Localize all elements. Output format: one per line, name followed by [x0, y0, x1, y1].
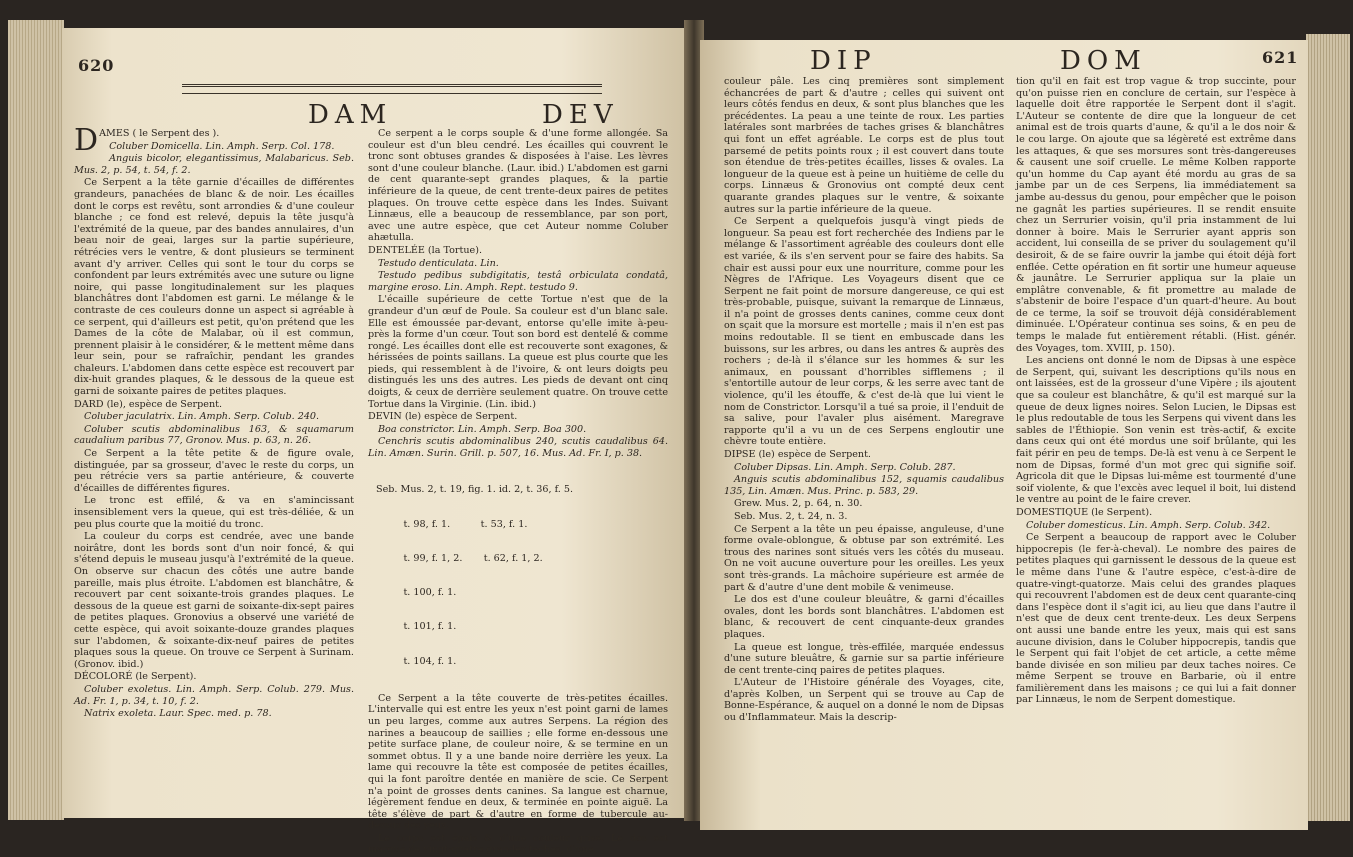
synonym: Anguis bicolor, elegantissimus, Malabaricus. Seb. Mus. 2, p. 54, t. 54, f. 2. [74, 153, 354, 176]
paragraph: Le tronc est effilé, & va en s'amincissant insensiblement vers la queue, qui est très-déliée, & un peu plus courte que la moitié du tronc. [74, 495, 354, 530]
left-page-edges [8, 20, 64, 820]
synonym: Testudo denticulata. Lin. [378, 257, 499, 269]
synonym: Coluber Domicella. Lin. Amph. Serp. Col. 178. [109, 140, 335, 152]
seba-reference-table [376, 462, 668, 690]
running-head-dam: DAM [308, 100, 393, 130]
entry-dipse-head: DIPSE (le) espèce de Serpent. [724, 449, 871, 460]
table-row: t. 98, f. 1. t. 53, f. 1. [376, 518, 528, 530]
table-row: t. 99, f. 1, 2. t. 62, f. 1, 2. [376, 552, 543, 564]
header-rule-left [182, 84, 602, 94]
entry-domestique-head: DOMESTIQUE (le Serpent). [1016, 506, 1153, 518]
entry-devin-head: DEVIN (le) espèce de Serpent. [368, 411, 518, 423]
paragraph: Ce Serpent a la tête petite & de figure ovale, distinguée, par sa grosseur, d'avec le reste du corps, un peu rétrécie vers sa partie antérieure, & couverte d'écailles de différentes figures. [74, 448, 354, 494]
synonym: Cenchris scutis abdominalibus 240, scutis caudalibus 64. Lin. Amæn. Surin. Grill. p. 507, 16. Mus. Ad. Fr. I, p. 38. [368, 436, 668, 460]
entry-decolore-head: DÉCOLORÉ (le Serpent). [74, 671, 197, 683]
right-column-2 [1016, 76, 1296, 707]
left-column-2 [368, 128, 668, 857]
paragraph: Le corps est épais & d'une couleur grise. Le dos est marqué de vingt-quatre grandes taches, d'une [368, 832, 668, 856]
table-row: t. 100, f. 1. [376, 587, 457, 599]
drop-cap: D [74, 123, 99, 158]
synonym: Boa constrictor. Lin. Amph. Serp. Boa 300. [378, 423, 587, 435]
table-row: Seb. Mus. 2, t. 19, fig. 1. id. 2, t. 36, f. 5. [376, 484, 574, 496]
synonym: Natrix exoleta. Laur. Spec. med. p. 78. [84, 708, 272, 720]
running-head-dev: DEV [542, 100, 619, 130]
synonym: Coluber domesticus. Lin. Amph. Serp. Colub. 342. [1026, 519, 1271, 531]
paragraph: La couleur du corps est cendrée, avec une bande noirâtre, dont les bords sont d'un noir foncé, & qui s'étend depuis le museau jusqu'à l'extrémité de la queue. On observe sur chacun des côtés une autre bande pareille, mais plus étroite. L'abdomen est blanchâtre, & recouvert par cent soixante-trois grandes plaques. Le dessous de la queue est garni de soixante-dix-sept paires de petites plaques. Gronovius a observé une variété de cette espèce, qui avoit soixante-douze grandes plaques sur l'abdomen, & soixante-dix-neuf paires de petites plaques sous la queue. On trouve ce Serpent à Surinam. (Gronov. ibid.) [74, 531, 354, 670]
paragraph: tion qu'il en fait est trop vague & trop succinte, pour qu'on puisse rien en conclure de certain, sur l'espèce à laquelle doit être rapportée le Serpent dont il s'agit. L'Auteur se contente de dire que la longueur de cet animal est de trois quarts d'aune, & qu'il a le dos noir & le cou large. On ajoute que sa légèreté est extrême dans les attaques, & que ses morsures sont très-dangereuses & causent une soif cruelle. Le même Kolben rapporte qu'un homme du Cap ayant été mordu au gras de sa jambe par un de ces Serpens, lia immédiatement sa jambe au-dessus du genou, pour empêcher que le poison ne gagnât les parties supérieures. Il se rendit ensuite chez un Serrurier voisin, qu'il pria instamment de lui donner à boire. Mais le Serrurier ayant appris son accident, lui conseilla de se priver du soulagement qu'il desiroit, & de se faire ouvrir la jambe qui étoit déjà fort enflée. Cette opération en fit sortir une humeur aqueuse & jaunâtre. Le Serrurier appliqua sur la plaie un emplâtre convenable, & fit promettre au malade de s'abstenir de boire l'espace d'un quart-d'heure. Au bout de ce terme, la soif se trouvoit déjà considérablement diminuée. L'Opérateur continua ses soins, & en peu de temps le malade fut entièrement rétabli. (Hist. génér. des Voyages, tom. XVIII, p. 150). [1016, 76, 1296, 354]
left-column-1 [74, 123, 354, 721]
paragraph: couleur pâle. Les cinq premières sont simplement échancrées de part & d'autre ; celles qui suivent ont leurs côtés fendus en deux, & sont plus blanches que les précédentes. La peau a une teinte de roux. Les parties latérales sont marbrées de taches grises & blanchâtres qui font un effet agréable. Le corps est de plus tout parsemé de petits points roux ; il est couvert dans toute son étendue de très-petites écailles, lisses & ovales. La longueur de la queue est à peine un huitième de celle du corps. Linnæus & Gronovius ont compté deux cent quarante grandes plaques sur le ventre, & soixante autres sur la partie inférieure de la queue. [724, 76, 1004, 215]
left-page [62, 28, 686, 856]
page-number-right: 621 [1262, 48, 1299, 67]
paragraph: Les anciens ont donné le nom de Dipsas à une espèce de Serpent, qui, suivant les descriptions qu'ils nous en ont laissées, est de la grosseur d'une Vipère ; ils ajoutent que sa couleur est blanchâtre, & qu'il est marqué sur la queue de deux lignes noires. Selon Lucien, le Dipsas est le plus redoutable de tous les Serpens qui vivent dans les sables de l'Éthiopie. Son venin est très-actif, & excite dans ceux qui ont été mordus une soif brûlante, qui les fait périr en peu de temps. De-là est venu à ce Serpent le nom de Dipsas, formé d'un mot grec qui signifie soif. Agricola dit que le Dipsas lui-même est tourmenté d'une soif violente, & que l'excès avec lequel il boit, lui distend le ventre au point de le faire crever. [1016, 355, 1296, 506]
entry-title: AMES [99, 128, 130, 139]
entry-dentelee-head: DENTELÉE (la Tortue). [368, 244, 483, 256]
running-head-dom: DOM [1060, 46, 1147, 76]
synonym: Grew. Mus. 2, p. 64, n. 30. [734, 498, 863, 510]
paragraph: Ce Serpent a la tête un peu épaisse, anguleuse, d'une forme ovale-oblongue, & obtuse par son extrémité. Les trous des narines sont situés vers les côtés du museau. On ne voit aucune ouverture pour les oreilles. Les yeux sont très-grands. La mâchoire supérieure est armée de part & d'autre d'une dent mobile & venimeuse. [724, 523, 1004, 593]
right-page [700, 40, 1308, 830]
synonym: Coluber Dipsas. Lin. Amph. Serp. Colub. 287. [734, 461, 956, 473]
page-number-left: 620 [78, 56, 115, 75]
paragraph: La queue est longue, très-effilée, marquée endessus d'une suture bleuâtre, & garnie sur sa partie inférieure de cent trente-cinq paires de petites plaques. [724, 641, 1004, 676]
paragraph: Ce Serpent a quelquefois jusqu'à vingt pieds de longueur. Sa peau est fort recherchée des Indiens par le mélange & l'assortiment agréable des couleurs dont elle est variée, & ils s'en servent pour se faire des habits. Sa chair est aussi pour eux une nourriture, comme pour les Nègres de l'Afrique. Les Voyageurs disent que ce Serpent ne fait point de morsure dangereuse, ce qui est très-probable, puisque, suivant la remarque de Linnæus, il n'a point de grosses dents canines, comme ceux dont on sçait que la morsure est mortelle ; mais il n'en est pas moins redoutable. Il se tient en embuscade dans les buissons, sur les arbres, ou dans les antres & auprès des rochers ; de-là il s'élance sur les hommes & sur les animaux, en poussant d'horribles sifflemens ; il s'entortille autour de leur corps, & les serre avec tant de violence, qu'il les étouffe, & c'est de-là que lui vient le nom de Constrictor. Lorsqu'il a tué sa proie, il l'enduit de sa salive, pour l'avaler plus aisément. Maregrave rapporte qu'il a vu un de ces Serpens engloutir une chèvre toute entière. [724, 216, 1004, 448]
table-row: t. 104, f. 1. [376, 655, 457, 667]
synonym: Coluber scutis abdominalibus 163, & squamarum caudalium paribus 77, Gronov. Mus. p. 63, n. 26. [74, 423, 354, 447]
paragraph: Ce serpent a le corps souple & d'une forme allongée. Sa couleur est d'un bleu cendré. Les écailles qui couvrent le tronc sont obtuses grandes & disposées à l'aise. Les lèvres sont d'une couleur blanche. (Laur. ibid.) L'abdomen est garni de cent quarante-sept grandes plaques, & la partie inférieure de la queue, de cent trente-deux paires de petites plaques. On trouve cette espèce dans les Indes. Suivant Linnæus, elle a beaucoup de ressemblance, par son port, avec une autre espèce, que cet Auteur nomme Coluber ahætulla. [368, 128, 668, 244]
paragraph: Ce Serpent a la tête garnie d'écailles de différentes grandeurs, panachées de blanc & de noir. Les écailles dont le corps est revêtu, sont arrondies & d'une couleur blanche ; ce fond est relevé, depuis la tête jusqu'à l'extrémité de la queue, par des bandes annulaires, d'un beau noir de geai, larges sur la partie supérieure, rétrécies vers le ventre, & dont plusieurs se terminent avant d'y arriver. Celles qui sont le tour du corps se confondent par leurs extrémités avec une suture ou ligne noire, qui passe longitudinalement sur les plaques blanchâtres dont l'abdomen est garni. Le mélange & le contraste de ces couleurs donne un aspect si agréable à ce serpent, qui d'ailleurs est petit, qu'on prétend que les Dames de la côte de Malabar, où il est commun, prennent plaisir à le considérer, & le mettent même dans leur sein, pour se rafraîchir, pendant les grandes chaleurs. L'abdomen dans cette espèce est recouvert par dix-huit grandes plaques, & le dessous de la queue est garni de soixante paires de petites plaques. [74, 177, 354, 398]
synonym: Seb. Mus. 2, t. 24, n. 3. [734, 510, 848, 522]
paragraph: Ce Serpent a beaucoup de rapport avec le Coluber hippocrepis (le fer-à-cheval). Le nombre des paires de petites plaques qui garnissent le dessous de la queue est le même dans l'une & l'autre espèce, c'est-à-dire de quatre-vingt-quatorze. Mais celui des grandes plaques qui recouvrent l'abdomen est de deux cent quarante-cinq dans l'espèce dont il s'agit ici, au lieu que dans l'autre il n'est que de deux cent trente-deux. Les deux Serpens ont aussi une bande entre les yeux, mais qui est sans aucune division, dans le Coluber hippocrepis, tandis que le Serpent qui fait l'objet de cet article, a cette même bande divisée en son milieu par deux taches noires. Ce même Serpent se trouve en Barbarie, où il entre familièrement dans les maisons ; ce qui lui a fait donner par Linnæus, le nom de Serpent domestique. [1016, 532, 1296, 706]
paragraph: Ce Serpent a la tête couverte de très-petites écailles. L'intervalle qui est entre les yeux n'est point garni de lames un peu larges, comme aux autres Serpens. La région des narines a beaucoup de saillies ; elle forme en-dessous une petite surface plane, de couleur noire, & se termine en un sommet obtus. Il y a une bande noire derrière les yeux. La lame qui recouvre la tête est composée de petites écailles, qui la font paroître dentée en manière de scie. Ce Serpent n'a point de grosses dents canines. Sa langue est charnue, légèrement fendue en deux, & terminée en pointe aiguë. La tête s'élève de part & d'autre en forme de tubercule au-dessus des yeux. [368, 692, 668, 832]
synonym: Coluber exoletus. Lin. Amph. Serp. Colub. 279. Mus. Ad. Fr. 1, p. 34, t. 10, f. 2. [74, 683, 354, 707]
paragraph: L'écaille supérieure de cette Tortue n'est que de la grandeur d'un œuf de Poule. Sa couleur est d'un blanc sale. Elle est émoussée par-devant, entorse qu'elle imite à-peu-près la forme d'un cœur. Tout son bord est dentelé & comme rongé. Les écailles dont elle est recouverte sont exagones, & hérissées de points saillans. La queue est plus courte que les pieds, qui ressemblent à de l'ivoire, & ont leurs doigts peu distingués les uns des autres. Les pieds de devant ont cinq doigts, & ceux de derrière seulement quatre. On trouve cette Tortue dans la Virginie. (Lin. ibid.) [368, 294, 668, 410]
entry-dard-head: DARD (le), espèce de Serpent. [74, 398, 223, 410]
running-head-dip: DIP [810, 46, 877, 76]
paragraph: Le dos est d'une couleur bleuâtre, & garni d'écailles ovales, dont les bords sont blanchâtres. L'abdomen est blanc, & recouvert de cent cinquante-deux grandes plaques. [724, 594, 1004, 640]
synonym: Anguis scutis abdominalibus 152, squamis caudalibus 135, Lin. Amæn. Mus. Princ. p. 583, 29. [724, 474, 1004, 497]
paragraph: L'Auteur de l'Histoire générale des Voyages, cite, d'après Kolben, un Serpent qui se trouve au Cap de Bonne-Espérance, & auquel on a donné le nom de Dipsas ou d'Inflammateur. Mais la descrip- [724, 677, 1004, 724]
synonym: Coluber jaculatrix. Lin. Amph. Serp. Colub. 240. [84, 411, 320, 423]
right-page-edges [1306, 34, 1350, 821]
right-column-1 [724, 76, 1004, 725]
synonym: Testudo pedibus subdigitatis, testâ orbiculata condatâ, margine eroso. Lin. Amph. Rept. testudo 9. [368, 270, 668, 293]
entry-title-rest: ( le Serpent des ). [129, 128, 220, 139]
table-row: t. 101, f. 1. [376, 621, 457, 633]
